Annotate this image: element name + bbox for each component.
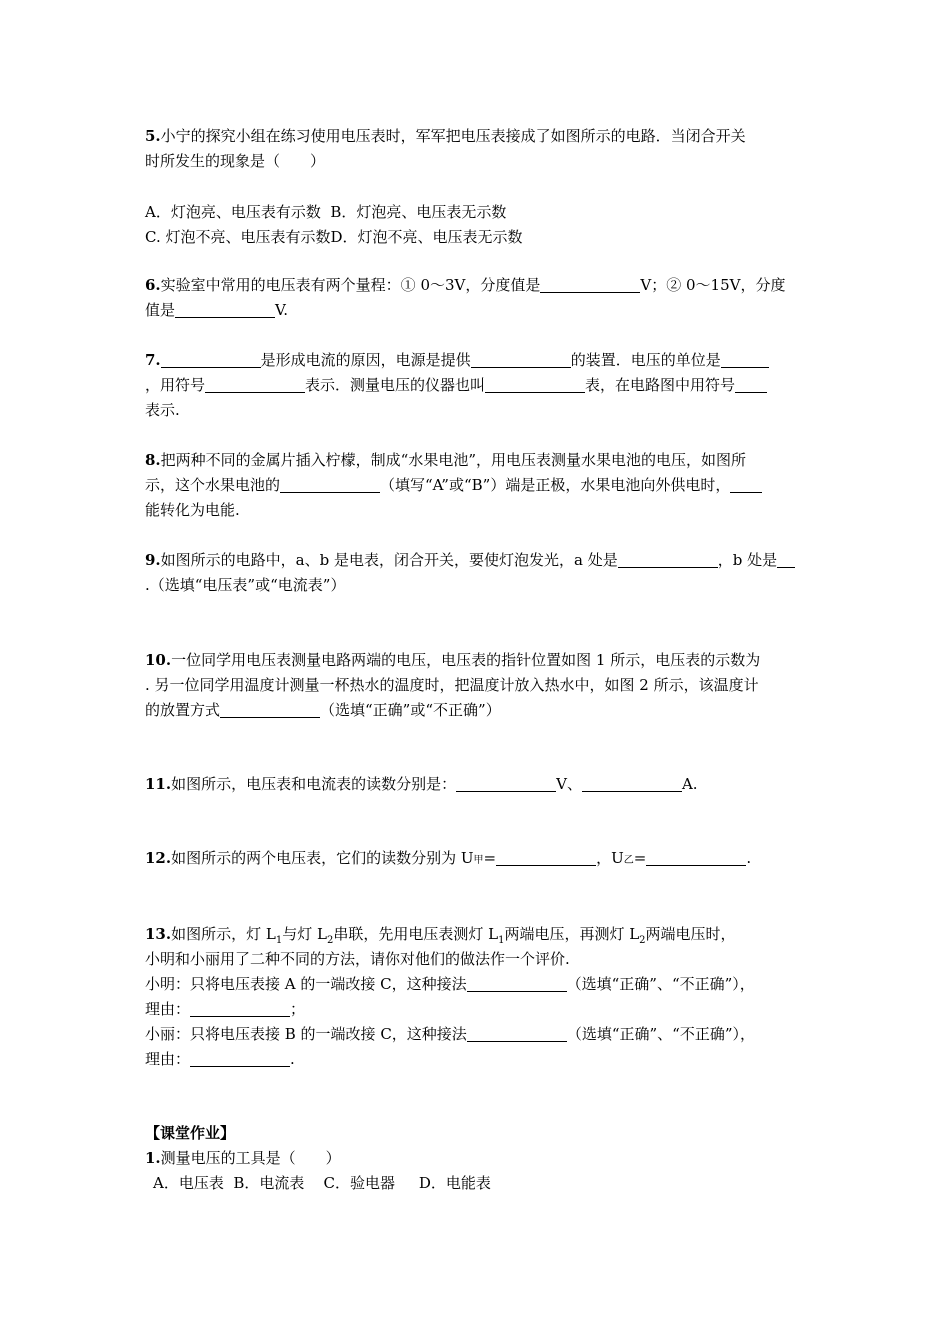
question-text: =: [483, 849, 497, 867]
question-text: A.: [681, 775, 698, 793]
question-12: [145, 846, 810, 873]
subscript: 1: [275, 935, 283, 946]
question-text: 的装置．电压的单位是: [570, 351, 721, 369]
question-text: 表，在电路图中用符号: [585, 376, 736, 394]
answer-blank[interactable]: [582, 775, 682, 792]
question-text: ；: [290, 1000, 306, 1018]
question-text: 把两种不同的金属片插入柠檬，制成“水果电池”，用电压表测量水果电池的电压，如图所: [160, 451, 747, 469]
answer-blank[interactable]: [618, 551, 718, 568]
question-text: 如图所示的电路中，a、b 是电表，闭合开关，要使灯泡发光，a 处是: [160, 551, 618, 569]
answer-blank[interactable]: [467, 975, 567, 992]
question-number: 1.: [145, 1149, 161, 1167]
question-text: 实验室中常用的电压表有两个量程：① 0～3V，分度值是: [160, 276, 541, 294]
answer-blank[interactable]: [161, 351, 261, 368]
question-text: 串联，先用电压表测灯 L: [333, 925, 499, 943]
subscript: 2: [639, 935, 646, 946]
question-number: 9.: [145, 551, 161, 569]
question-text: 两端电压，再测灯 L: [504, 925, 640, 943]
question-text: 两端电压时，: [645, 925, 736, 943]
question-text: 是形成电流的原因，电源是提供: [260, 351, 471, 369]
question-text: 一位同学用电压表测量电路两端的电压，电压表的指针位置如图 1 所示，电压表的示数为: [171, 651, 761, 669]
question-text: ，用符号: [145, 376, 206, 394]
question-9: [145, 548, 810, 598]
question-8: [145, 448, 810, 523]
question-number: 5.: [145, 127, 161, 145]
question-text: 如图所示的两个电压表，它们的读数分别为 U: [171, 849, 474, 867]
question-text: 小明和小丽用了二种不同的方法，请你对他们的做法作一个评价.: [145, 950, 570, 968]
question-text: 理由：: [145, 1000, 191, 1018]
answer-blank[interactable]: [467, 1025, 567, 1042]
question-text: 值是: [145, 301, 176, 319]
option-d: D．电能表: [418, 1174, 491, 1192]
section-title: 【课堂作业】: [145, 1124, 236, 1142]
question-text: （选填“正确”、“不正确”），: [566, 1025, 755, 1043]
question-number: 10.: [145, 651, 172, 669]
question-number: 13.: [145, 925, 172, 943]
answer-blank[interactable]: [730, 476, 762, 493]
question-text: 如图所示，电压表和电流表的读数分别是：: [171, 775, 457, 793]
question-text: 的放置方式: [145, 701, 221, 719]
option-a: A．灯泡亮、电压表有示数: [145, 203, 321, 221]
option-c: C. 灯泡不亮、电压表有示数: [145, 228, 331, 246]
question-5: [145, 124, 810, 250]
question-text: 测量电压的工具是（ ）: [160, 1149, 341, 1167]
question-text: .（选填“电压表”或“电流表”）: [145, 576, 346, 594]
answer-blank[interactable]: [471, 351, 571, 368]
question-number: 7.: [145, 351, 161, 369]
question-text: 能转化为电能.: [145, 501, 240, 519]
question-number: 11.: [145, 775, 172, 793]
question-text: 时所发生的现象是（ ）: [145, 152, 326, 170]
answer-blank[interactable]: [456, 775, 556, 792]
question-number: 8.: [145, 451, 161, 469]
question-6: [145, 273, 810, 323]
answer-blank[interactable]: [540, 276, 640, 293]
option-c: C．验电器: [323, 1174, 395, 1192]
answer-blank[interactable]: [777, 551, 795, 568]
option-d: D．灯泡不亮、电压表无示数: [330, 228, 523, 246]
answer-blank[interactable]: [485, 376, 585, 393]
answer-blank[interactable]: [721, 351, 769, 368]
option-b: B．电流表: [233, 1174, 305, 1192]
question-10: [145, 648, 810, 723]
question-text: 如图所示，灯 L: [171, 925, 276, 943]
homework-section: [145, 1121, 810, 1196]
question-text: 小明：只将电压表接 A 的一端改接 C，这种接法: [145, 975, 467, 993]
question-text: （填写“A”或“B”）端是正极，水果电池向外供电时，: [380, 476, 731, 494]
option-b: B．灯泡亮、电压表无示数: [330, 203, 507, 221]
answer-blank[interactable]: [190, 1000, 290, 1017]
answer-blank[interactable]: [735, 376, 767, 393]
question-text: （选填“正确”、“不正确”），: [566, 975, 755, 993]
option-a: A．电压表: [153, 1174, 224, 1192]
answer-blank[interactable]: [175, 301, 275, 318]
answer-blank[interactable]: [496, 849, 596, 866]
question-text: . 另一位同学用温度计测量一杯热水的温度时，把温度计放入热水中，如图 2 所示，该温度计: [145, 676, 759, 694]
answer-blank[interactable]: [280, 476, 380, 493]
question-text: 表示．测量电压的仪器也叫: [305, 376, 486, 394]
answer-blank[interactable]: [205, 376, 305, 393]
question-13: [145, 922, 810, 1072]
question-7: [145, 348, 810, 423]
subscript: 甲: [473, 855, 484, 866]
question-text: 小丽：只将电压表接 B 的一端改接 C，这种接法: [145, 1025, 467, 1043]
question-text: 表示.: [145, 401, 180, 419]
subscript: 2: [326, 935, 334, 946]
question-text: 与灯 L: [282, 925, 327, 943]
answer-blank[interactable]: [220, 701, 320, 718]
question-number: 6.: [145, 276, 161, 294]
question-text: V.: [275, 301, 288, 319]
subscript: 乙: [623, 855, 634, 866]
question-number: 12.: [145, 849, 172, 867]
question-text: （选填“正确”或“不正确”）: [320, 701, 501, 719]
question-text: V；② 0～15V，分度: [640, 276, 786, 294]
question-text: =: [633, 849, 647, 867]
question-text: .: [746, 849, 752, 867]
question-text: V、: [556, 775, 582, 793]
question-text: ，U: [596, 849, 624, 867]
question-11: [145, 772, 810, 797]
answer-blank[interactable]: [190, 1050, 290, 1067]
answer-blank[interactable]: [646, 849, 746, 866]
subscript: 1: [498, 935, 505, 946]
question-text: ，b 处是: [717, 551, 778, 569]
question-text: 理由：: [145, 1050, 191, 1068]
question-text: 小宁的探究小组在练习使用电压表时，军军把电压表接成了如图所示的电路．当闭合开关: [160, 127, 746, 145]
question-text: 示，这个水果电池的: [145, 476, 281, 494]
question-text: .: [290, 1050, 295, 1068]
